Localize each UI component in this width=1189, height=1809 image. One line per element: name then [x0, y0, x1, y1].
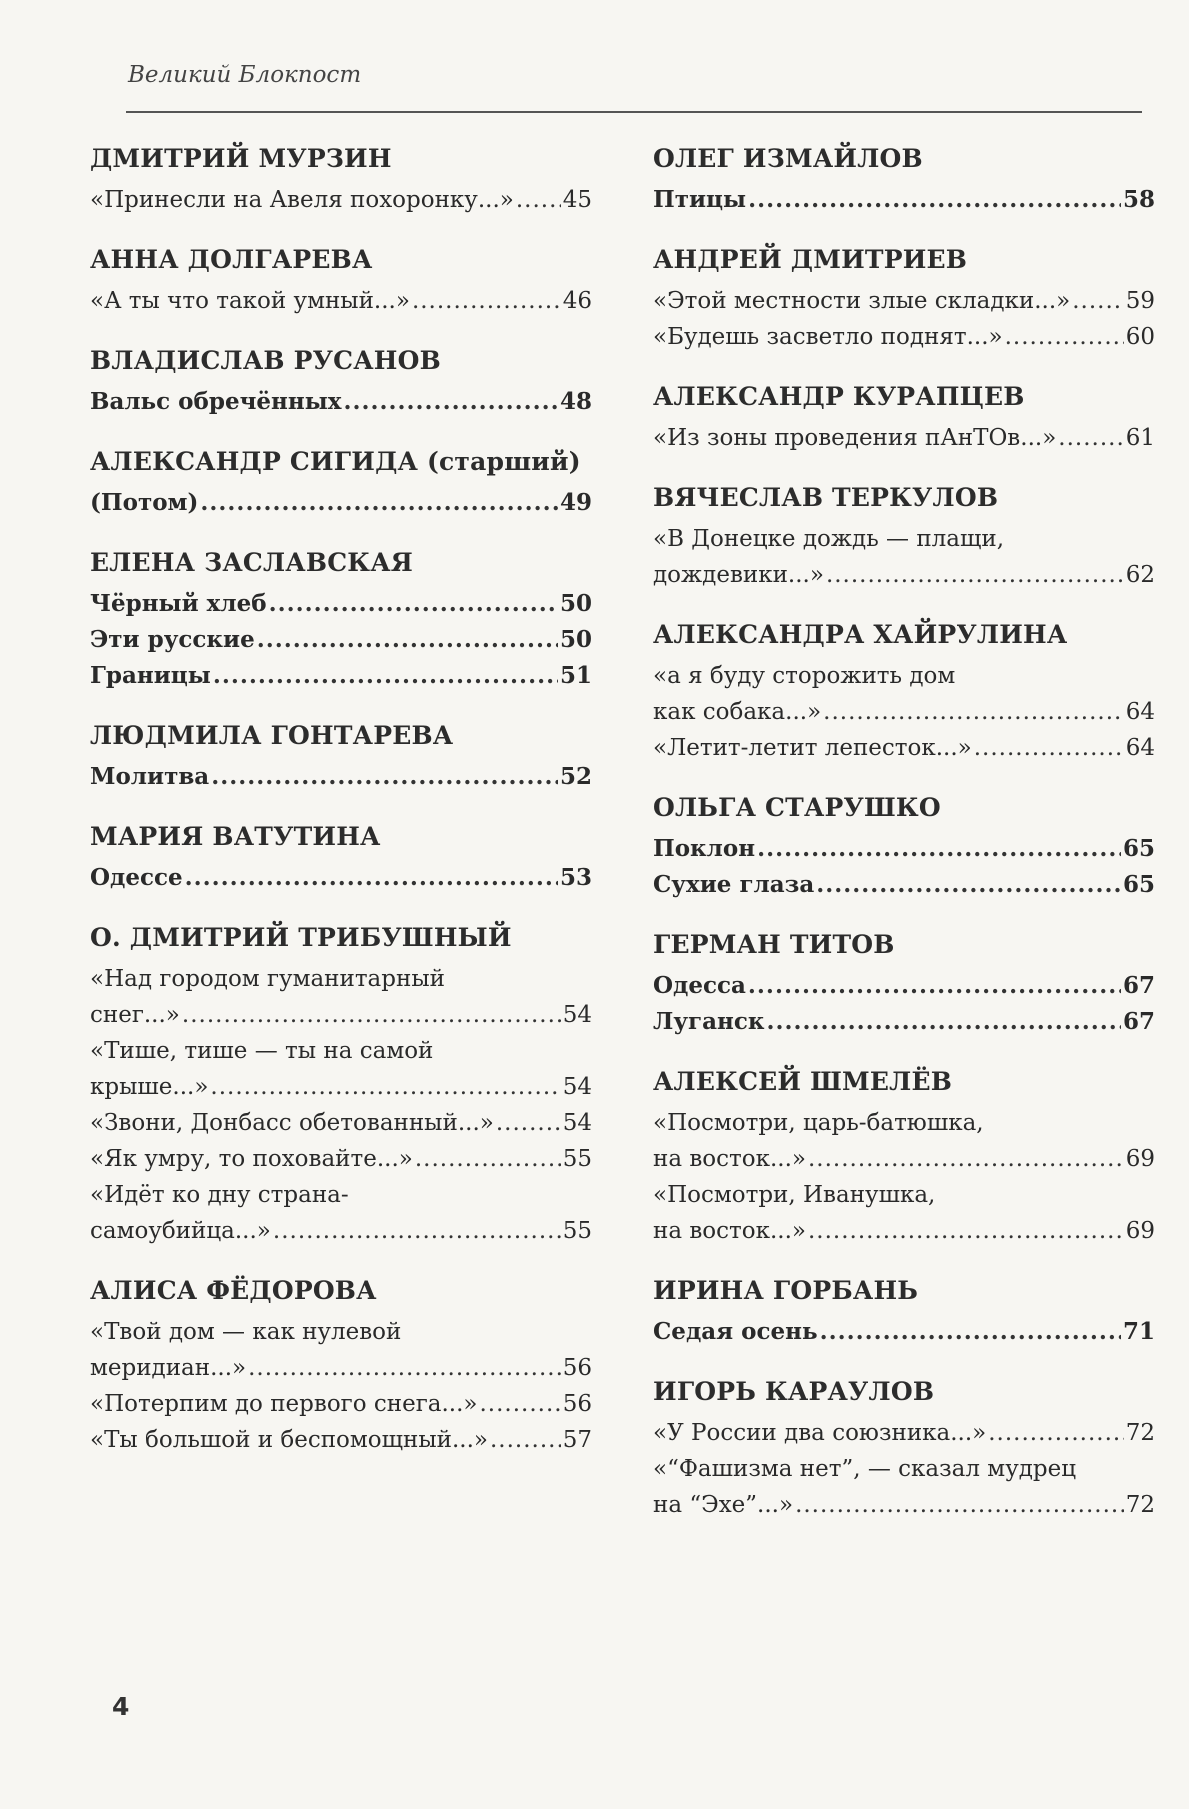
entry-title-line: «Будешь засветло поднят...»	[653, 324, 1003, 350]
entry-title-line: самоубийца...»	[90, 1218, 271, 1244]
dot-leader	[273, 1213, 561, 1249]
toc-entry[interactable]	[653, 283, 1155, 319]
entry-title-line: «Принесли на Авеля похоронку...»	[90, 187, 514, 213]
entry-leader-line	[90, 1141, 592, 1177]
toc-entry[interactable]	[653, 867, 1155, 903]
dot-leader	[211, 759, 558, 795]
toc-section	[90, 544, 592, 694]
toc-entry[interactable]	[90, 1386, 592, 1422]
entry-leader-line	[653, 730, 1155, 766]
dot-leader	[269, 586, 558, 622]
entry-page-number: 69	[1125, 1218, 1155, 1244]
entry-page-number: 65	[1122, 871, 1155, 898]
entry-page-number: 57	[562, 1427, 592, 1453]
dot-leader	[343, 384, 558, 420]
author-name: ИГОРЬ КАРАУЛОВ	[653, 1377, 935, 1406]
entry-leader-line	[90, 658, 592, 694]
toc-column-left	[90, 140, 592, 1481]
dot-leader	[816, 867, 1121, 903]
entry-page-number: 56	[562, 1391, 592, 1417]
entry-page-number: 69	[1125, 1146, 1155, 1172]
toc-section	[653, 1272, 1155, 1350]
entry-title-line: «Звони, Донбасс обетованный...»	[90, 1110, 494, 1136]
toc-section	[653, 616, 1155, 766]
toc-entry[interactable]	[653, 1004, 1155, 1040]
entry-leader-line	[653, 1004, 1155, 1040]
running-title: Великий Блокпост	[128, 62, 362, 88]
toc-section	[653, 241, 1155, 355]
entry-title-line: «“Фашизма нет”, — сказал мудрец	[653, 1456, 1077, 1482]
entry-leader-line	[653, 831, 1155, 867]
toc-entry[interactable]	[653, 968, 1155, 1004]
dot-leader	[496, 1105, 561, 1141]
entry-page-number: 46	[562, 288, 592, 314]
toc-entry[interactable]	[653, 1314, 1155, 1350]
dot-leader	[1072, 283, 1123, 319]
toc-entry[interactable]	[90, 622, 592, 658]
author-name: ЕЛЕНА ЗАСЛАВСКАЯ	[90, 548, 414, 577]
author-name: АЛЕКСЕЙ ШМЕЛЁВ	[653, 1067, 953, 1096]
entry-leader-line	[90, 182, 592, 218]
toc-entry[interactable]	[90, 1422, 592, 1458]
dot-leader	[1005, 319, 1124, 355]
dot-leader	[767, 1004, 1121, 1040]
entry-title-line: меридиан...»	[90, 1355, 247, 1381]
entry-leader-line	[653, 1487, 1155, 1523]
entry-page-number: 50	[559, 590, 592, 617]
dot-leader	[248, 1350, 561, 1386]
toc-entry[interactable]	[653, 658, 1155, 730]
entry-title-line: «Летит-летит лепесток...»	[653, 735, 972, 761]
author-name: ГЕРМАН ТИТОВ	[653, 930, 895, 959]
entry-title-line: Поклон	[653, 835, 756, 862]
toc-entry[interactable]	[653, 1105, 1155, 1177]
entry-page-number: 54	[562, 1110, 592, 1136]
dot-leader	[748, 968, 1121, 1004]
entry-title-line: крыше...»	[90, 1074, 209, 1100]
dot-leader	[826, 557, 1124, 593]
entry-page-number: 54	[562, 1074, 592, 1100]
dot-leader	[415, 1141, 561, 1177]
entry-title-line: снег...»	[90, 1002, 180, 1028]
entry-leader-line	[90, 384, 592, 420]
dot-leader	[757, 831, 1121, 867]
author-name: ОЛЬГА СТАРУШКО	[653, 793, 941, 822]
toc-section	[653, 378, 1155, 456]
toc-section	[90, 717, 592, 795]
entry-title-line: (Потом)	[90, 489, 199, 516]
entry-title-line: «Твой дом — как нулевой	[90, 1319, 402, 1345]
toc-section	[90, 919, 592, 1249]
entry-page-number: 71	[1122, 1318, 1155, 1345]
entry-title-line: Границы	[90, 662, 211, 689]
entry-leader-line	[653, 283, 1155, 319]
toc-entry[interactable]	[90, 384, 592, 420]
entry-page-number: 65	[1122, 835, 1155, 862]
entry-title-line: «Тише, тише — ты на самой	[90, 1038, 434, 1064]
toc-section	[653, 1063, 1155, 1249]
entry-page-number: 56	[562, 1355, 592, 1381]
entry-title-line: «Ты большой и беспомощный...»	[90, 1427, 488, 1453]
toc-entry[interactable]	[90, 283, 592, 319]
entry-title-line: «Этой местности злые складки...»	[653, 288, 1071, 314]
entry-page-number: 45	[562, 187, 592, 213]
entry-page-number: 49	[559, 489, 592, 516]
toc-entry[interactable]	[90, 1314, 592, 1386]
dot-leader	[200, 485, 558, 521]
toc-section	[653, 140, 1155, 218]
entry-leader-line	[90, 997, 592, 1033]
entry-title-line: «Посмотри, царь-батюшка,	[653, 1110, 984, 1136]
entry-title-line: «Идёт ко дну страна-	[90, 1182, 349, 1208]
entry-title-line: Одесса	[653, 972, 746, 999]
entry-leader-line	[653, 1415, 1155, 1451]
entry-title-line: дождевики...»	[653, 562, 824, 588]
author-name: ДМИТРИЙ МУРЗИН	[90, 144, 392, 173]
entry-title-line: Молитва	[90, 763, 210, 790]
toc-entry[interactable]	[653, 1415, 1155, 1451]
dot-leader	[823, 694, 1124, 730]
entry-leader-line	[653, 694, 1155, 730]
dot-leader	[257, 622, 558, 658]
dot-leader	[795, 1487, 1124, 1523]
entry-leader-line	[653, 1314, 1155, 1350]
entry-leader-line	[653, 968, 1155, 1004]
entry-page-number: 50	[559, 626, 592, 653]
entry-leader-line	[90, 283, 592, 319]
entry-leader-line	[90, 1386, 592, 1422]
entry-title-line: «В Донецке дождь — плащи,	[653, 526, 1005, 552]
entry-leader-line	[90, 759, 592, 795]
entry-page-number: 61	[1125, 425, 1155, 451]
entry-leader-line	[653, 420, 1155, 456]
entry-leader-line	[653, 557, 1155, 593]
dot-leader	[516, 182, 561, 218]
entry-page-number: 58	[1122, 186, 1155, 213]
entry-leader-line	[653, 182, 1155, 218]
entry-page-number: 64	[1125, 699, 1155, 725]
dot-leader	[412, 283, 561, 319]
dot-leader	[490, 1422, 561, 1458]
entry-page-number: 72	[1125, 1420, 1155, 1446]
entry-title-line: «а я буду сторожить дом	[653, 663, 956, 689]
entry-leader-line	[90, 860, 592, 896]
entry-title-line: на восток...»	[653, 1218, 806, 1244]
toc-entry[interactable]	[90, 961, 592, 1033]
entry-title-line: Птицы	[653, 186, 747, 213]
entry-title-line: Чёрный хлеб	[90, 590, 267, 617]
entry-leader-line	[90, 622, 592, 658]
author-name: АНДРЕЙ ДМИТРИЕВ	[653, 245, 968, 274]
toc-section	[90, 241, 592, 319]
dot-leader	[1058, 420, 1123, 456]
dot-leader	[182, 997, 561, 1033]
entry-page-number: 67	[1122, 972, 1155, 999]
entry-title-line: Луганск	[653, 1008, 765, 1035]
dot-leader	[479, 1386, 560, 1422]
entry-page-number: 48	[559, 388, 592, 415]
entry-leader-line	[90, 1105, 592, 1141]
entry-leader-line	[653, 319, 1155, 355]
entry-leader-line	[90, 1069, 592, 1105]
entry-leader-line	[90, 1350, 592, 1386]
dot-leader	[974, 730, 1124, 766]
entry-title-line: Сухие глаза	[653, 871, 815, 898]
dot-leader	[808, 1141, 1124, 1177]
header-rule	[126, 111, 1142, 113]
toc-column-right	[653, 140, 1155, 1546]
entry-leader-line	[653, 867, 1155, 903]
entry-leader-line	[90, 485, 592, 521]
dot-leader	[210, 1069, 560, 1105]
entry-page-number: 72	[1125, 1492, 1155, 1518]
entry-leader-line	[90, 1422, 592, 1458]
entry-page-number: 64	[1125, 735, 1155, 761]
toc-entry[interactable]	[653, 319, 1155, 355]
author-name: АЛЕКСАНДР СИГИДА (старший)	[90, 447, 581, 476]
toc-entry[interactable]	[90, 1177, 592, 1249]
entry-page-number: 59	[1125, 288, 1155, 314]
entry-page-number: 55	[562, 1218, 592, 1244]
toc-entry[interactable]	[90, 485, 592, 521]
toc-section	[653, 1373, 1155, 1523]
toc-entry[interactable]	[90, 1141, 592, 1177]
toc-entry[interactable]	[653, 182, 1155, 218]
toc-section	[653, 789, 1155, 903]
toc-entry[interactable]	[90, 759, 592, 795]
dot-leader	[185, 860, 558, 896]
author-name: ВЛАДИСЛАВ РУСАНОВ	[90, 346, 441, 375]
entry-title-line: Эти русские	[90, 626, 255, 653]
entry-leader-line	[653, 1213, 1155, 1249]
entry-title-line: Седая осень	[653, 1318, 818, 1345]
entry-title-line: «Из зоны проведения пАнТОв...»	[653, 425, 1057, 451]
author-name: АННА ДОЛГАРЕВА	[90, 245, 373, 274]
author-name: ЛЮДМИЛА ГОНТАРЕВА	[90, 721, 454, 750]
entry-title-line: как собака...»	[653, 699, 822, 725]
author-name: ОЛЕГ ИЗМАЙЛОВ	[653, 144, 923, 173]
entry-title-line: «Посмотри, Иванушка,	[653, 1182, 936, 1208]
toc-entry[interactable]	[90, 658, 592, 694]
entry-title-line: «Над городом гуманитарный	[90, 966, 445, 992]
toc-entry[interactable]	[90, 586, 592, 622]
entry-page-number: 62	[1125, 562, 1155, 588]
toc-section	[90, 342, 592, 420]
author-name: ВЯЧЕСЛАВ ТЕРКУЛОВ	[653, 483, 999, 512]
entry-title-line: на “Эхе”...»	[653, 1492, 794, 1518]
toc-section	[90, 443, 592, 521]
entry-page-number: 60	[1125, 324, 1155, 350]
entry-leader-line	[653, 1141, 1155, 1177]
dot-leader	[808, 1213, 1124, 1249]
author-name: О. ДМИТРИЙ ТРИБУШНЫЙ	[90, 923, 512, 952]
entry-title-line: Одессе	[90, 864, 183, 891]
toc-entry[interactable]	[653, 1451, 1155, 1523]
toc-entry[interactable]	[653, 730, 1155, 766]
toc-section	[653, 479, 1155, 593]
dot-leader	[213, 658, 558, 694]
author-name: АЛЕКСАНДР КУРАПЦЕВ	[653, 382, 1025, 411]
entry-title-line: «А ты что такой умный...»	[90, 288, 410, 314]
toc-section	[90, 818, 592, 896]
entry-page-number: 52	[559, 763, 592, 790]
entry-page-number: 51	[559, 662, 592, 689]
toc-entry[interactable]	[90, 1033, 592, 1105]
entry-title-line: «У России два союзника...»	[653, 1420, 987, 1446]
toc-entry[interactable]	[653, 831, 1155, 867]
page-number: 4	[112, 1692, 130, 1721]
entry-page-number: 54	[562, 1002, 592, 1028]
toc-section	[653, 926, 1155, 1040]
toc-entry[interactable]	[90, 860, 592, 896]
entry-page-number: 67	[1122, 1008, 1155, 1035]
entry-title-line: Вальс обречённых	[90, 388, 342, 415]
entry-page-number: 55	[562, 1146, 592, 1172]
dot-leader	[748, 182, 1121, 218]
author-name: ИРИНА ГОРБАНЬ	[653, 1276, 919, 1305]
dot-leader	[820, 1314, 1121, 1350]
entry-title-line: «Як умру, то поховайте...»	[90, 1146, 413, 1172]
author-name: МАРИЯ ВАТУТИНА	[90, 822, 381, 851]
toc-section	[90, 1272, 592, 1458]
toc-entry[interactable]	[653, 420, 1155, 456]
dot-leader	[988, 1415, 1123, 1451]
toc-entry[interactable]	[653, 521, 1155, 593]
author-name: АЛЕКСАНДРА ХАЙРУЛИНА	[653, 620, 1068, 649]
toc-entry[interactable]	[90, 1105, 592, 1141]
entry-leader-line	[90, 586, 592, 622]
author-name: АЛИСА ФЁДОРОВА	[90, 1276, 377, 1305]
toc-section	[90, 140, 592, 218]
entry-title-line: на восток...»	[653, 1146, 806, 1172]
entry-leader-line	[90, 1213, 592, 1249]
toc-entry[interactable]	[653, 1177, 1155, 1249]
toc-entry[interactable]	[90, 182, 592, 218]
entry-page-number: 53	[559, 864, 592, 891]
entry-title-line: «Потерпим до первого снега...»	[90, 1391, 478, 1417]
